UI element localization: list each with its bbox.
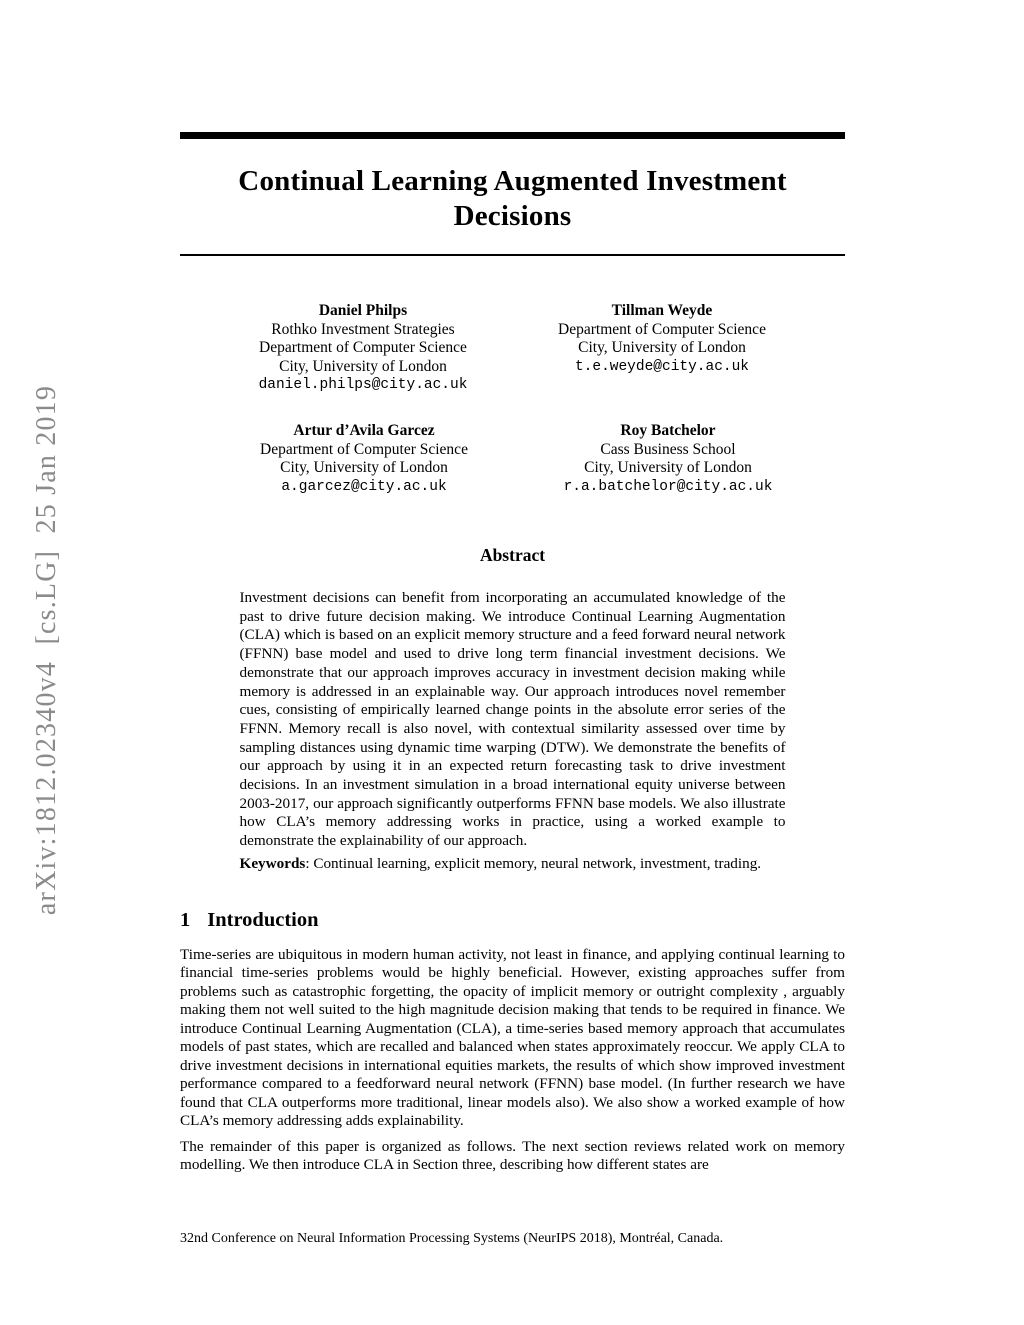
title-rule-bottom bbox=[180, 254, 845, 256]
title-rule-top bbox=[180, 132, 845, 139]
keywords-line bbox=[240, 855, 786, 874]
author-name: Roy Batchelor bbox=[620, 422, 716, 439]
abstract-heading: Abstract bbox=[479, 545, 546, 565]
section-title: Introduction bbox=[207, 908, 319, 931]
introduction-paragraph-2: The remainder of this paper is organized as follows. The next section reviews related work on memory modelling. We then introduce CLA in Section three, describing how different states are bbox=[180, 1137, 845, 1174]
keywords-text: : Continual learning, explicit memory, neural network, investment, trading. bbox=[305, 854, 762, 872]
author-email: t.e.weyde@city.ac.uk bbox=[574, 358, 750, 375]
author-artur-davila-garcez bbox=[260, 422, 468, 497]
author-tillman-weyde bbox=[558, 302, 766, 377]
abstract-text: Investment decisions can benefit from incorporating an accumulated knowledge of the past to drive future decision making. We introduce Continual Learning Augmentation (CLA) which is based on an explicit memory structure and a feed forward neural network (FFNN) base model and used to drive long term financial investment decisions. We demonstrate that our approach improves accuracy in investment decision making while memory is addressed in an explainable way. Our approach introduces novel remember cues, consisting of empirically learned change points in the absolute error series of the FFNN. Memory recall is also novel, with contextual similarity assessed over time by sampling distances using dynamic time warping (DTW). We demonstrate the benefits of our approach by using it in an expected return forecasting task to drive investment decisions. In an investment simulation in a broad international equity universe between 2003-2017, our approach significantly outperforms FFNN base models. We also illustrate how CLA’s memory addressing works in practice, using a worked example to demonstrate the explainability of our approach. bbox=[239, 589, 786, 850]
author-block bbox=[180, 302, 845, 498]
paper-content bbox=[180, 0, 845, 1175]
author-daniel-philps bbox=[259, 302, 468, 395]
author-affiliation-line: City, University of London bbox=[280, 459, 448, 477]
author-name: Tillman Weyde bbox=[611, 302, 713, 319]
arxiv-watermark: arXiv:1812.02340v4 [cs.LG] 25 Jan 2019 bbox=[31, 384, 62, 916]
author-affiliation-line: Department of Computer Science bbox=[558, 320, 766, 338]
author-email: r.a.batchelor@city.ac.uk bbox=[563, 478, 773, 495]
author-affiliation-line: City, University of London bbox=[279, 357, 447, 375]
author-email: a.garcez@city.ac.uk bbox=[281, 478, 447, 495]
paper-title: Continual Learning Augmented Investment Decisions bbox=[238, 165, 787, 232]
author-affiliation-line: Rothko Investment Strategies bbox=[271, 320, 455, 338]
section-heading-introduction bbox=[180, 908, 845, 932]
author-name: Daniel Philps bbox=[318, 302, 408, 319]
keywords-label: Keywords bbox=[239, 854, 306, 872]
author-affiliation-line: Department of Computer Science bbox=[259, 339, 467, 357]
section-number: 1 bbox=[180, 908, 191, 931]
author-affiliation-line: Department of Computer Science bbox=[260, 440, 468, 458]
conference-footnote: 32nd Conference on Neural Information Processing Systems (NeurIPS 2018), Montréal, Canada. bbox=[180, 1231, 724, 1246]
introduction-paragraph-1: Time-series are ubiquitous in modern human activity, not least in finance, and applying continual learning to financial time-series problems would be highly beneficial. However, existing approaches suffer from problems such as catastrophic forgetting, the opacity of implicit memory or outright complexity , arguably making them not well suited to the high magnitude decision making that tends to be required in finance. We introduce Continual Learning Augmentation (CLA), a time-series based memory approach that accumulates models of past states, which are recalled and balanced when states approximately reoccur. We apply CLA to drive investment decisions in international equities markets, the results of which show improved investment performance compared to a feedforward neural network (FFNN) base model. (In further research we have found that CLA outperforms more traditional, linear models also). We also show a worked example of how CLA’s memory addressing adds explainability. bbox=[180, 945, 845, 1130]
author-roy-batchelor bbox=[564, 422, 773, 497]
author-affiliation-line: City, University of London bbox=[584, 459, 752, 477]
author-name: Artur d’Avila Garcez bbox=[293, 422, 435, 439]
author-email: daniel.philps@city.ac.uk bbox=[258, 377, 468, 394]
author-affiliation-line: Cass Business School bbox=[600, 440, 736, 458]
author-affiliation-line: City, University of London bbox=[578, 339, 746, 357]
